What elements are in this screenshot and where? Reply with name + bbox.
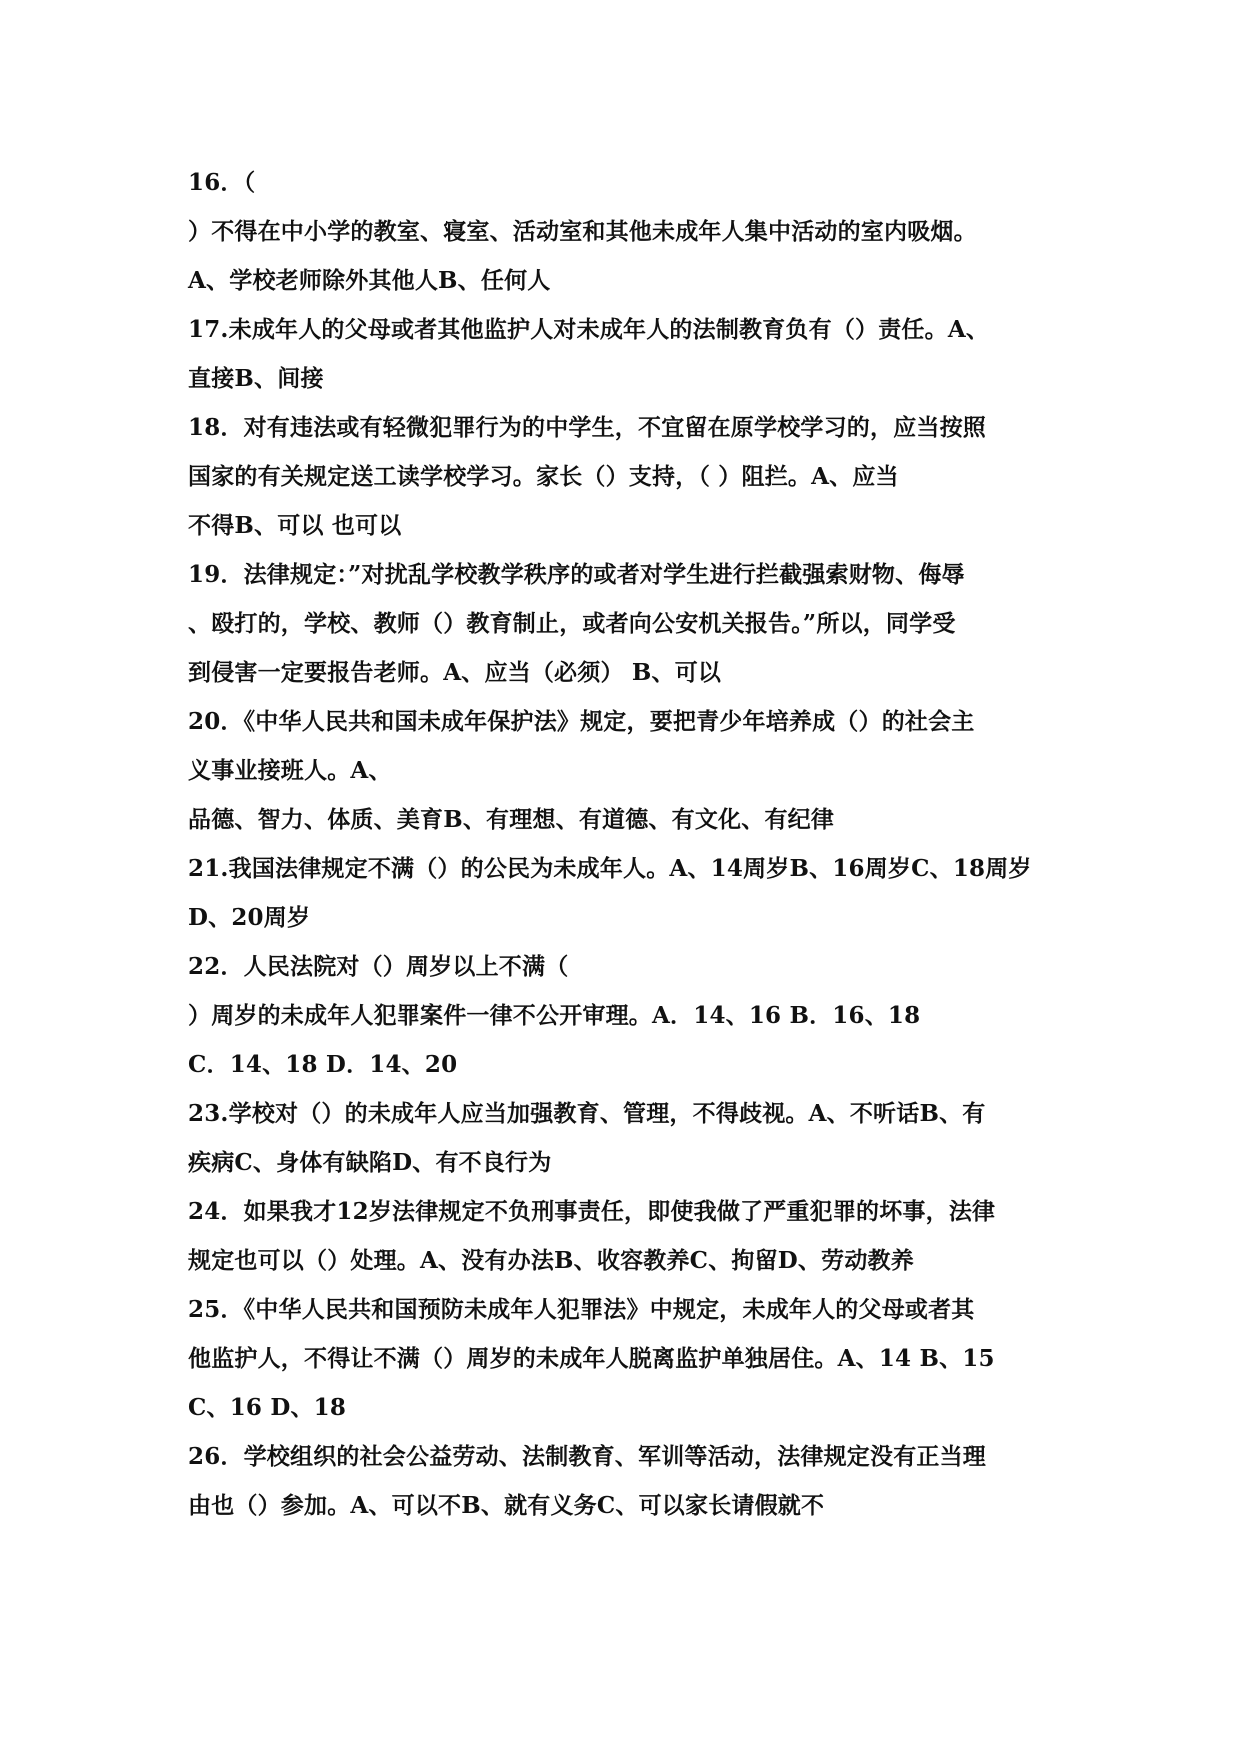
text-line: A、学校老师除外其他人B、任何人 <box>188 267 551 294</box>
text-line: 17.未成年人的父母或者其他监护人对未成年人的法制教育负有（）责任。A、 <box>188 316 990 343</box>
text-line: D、20周岁 <box>188 904 311 931</box>
text-line: 不得B、可以 也可以 <box>188 512 402 539</box>
text-line: 到侵害一定要报告老师。A、应当（必须） B、可以 <box>188 659 722 686</box>
text-line: 19．法律规定：”对扰乱学校教学秩序的或者对学生进行拦截强索财物、侮辱 <box>188 561 965 588</box>
text-line: 由也（）参加。A、可以不B、就有义务C、可以家长请假就不 <box>188 1492 825 1519</box>
text-line: ）不得在中小学的教室、寝室、活动室和其他未成年人集中活动的室内吸烟。 <box>188 218 977 245</box>
text-line: 规定也可以（）处理。A、没有办法B、收容教养C、拘留D、劳动教养 <box>188 1247 914 1274</box>
text-line: C．14、18 D．14、20 <box>188 1051 458 1078</box>
text-line: 疾病C、身体有缺陷D、有不良行为 <box>188 1149 552 1176</box>
text-line: 20．《中华人民共和国未成年保护法》规定，要把青少年培养成（）的社会主 <box>188 708 975 735</box>
text-line: 24．如果我才12岁法律规定不负刑事责任，即使我做了严重犯罪的坏事，法律 <box>188 1198 996 1225</box>
text-line: 18．对有违法或有轻微犯罪行为的中学生，不宜留在原学校学习的，应当按照 <box>188 414 987 441</box>
text-line: C、16 D、18 <box>188 1394 347 1421</box>
text-line: 品德、智力、体质、美育B、有理想、有道德、有文化、有纪律 <box>188 806 835 833</box>
text-line: 26．学校组织的社会公益劳动、法制教育、军训等活动，法律规定没有正当理 <box>188 1443 987 1470</box>
text-line: 22．人民法院对（）周岁以上不满（ <box>188 953 569 980</box>
text-line: 直接B、间接 <box>188 365 324 392</box>
text-line: 义事业接班人。A、 <box>188 757 392 784</box>
text-line: 21.我国法律规定不满（）的公民为未成年人。A、14周岁B、16周岁C、18周岁 <box>188 855 1032 882</box>
text-line: 25．《中华人民共和国预防未成年人犯罪法》中规定，未成年人的父母或者其 <box>188 1296 975 1323</box>
text-line: ）周岁的未成年人犯罪案件一律不公开审理。A．14、16 B．16、18 <box>188 1002 921 1029</box>
text-line: 16．（ <box>188 169 256 196</box>
text-line: 他监护人，不得让不满（）周岁的未成年人脱离监护单独居住。A、14 B、15 <box>188 1345 995 1372</box>
text-line: 、殴打的，学校、教师（）教育制止，或者向公安机关报告。”所以，同学受 <box>188 610 956 637</box>
text-line: 国家的有关规定送工读学校学习。家长（）支持，（ ）阻拦。A、应当 <box>188 463 899 490</box>
text-line: 23.学校对（）的未成年人应当加强教育、管理，不得歧视。A、不听话B、有 <box>188 1100 986 1127</box>
document-body <box>188 158 1068 1530</box>
